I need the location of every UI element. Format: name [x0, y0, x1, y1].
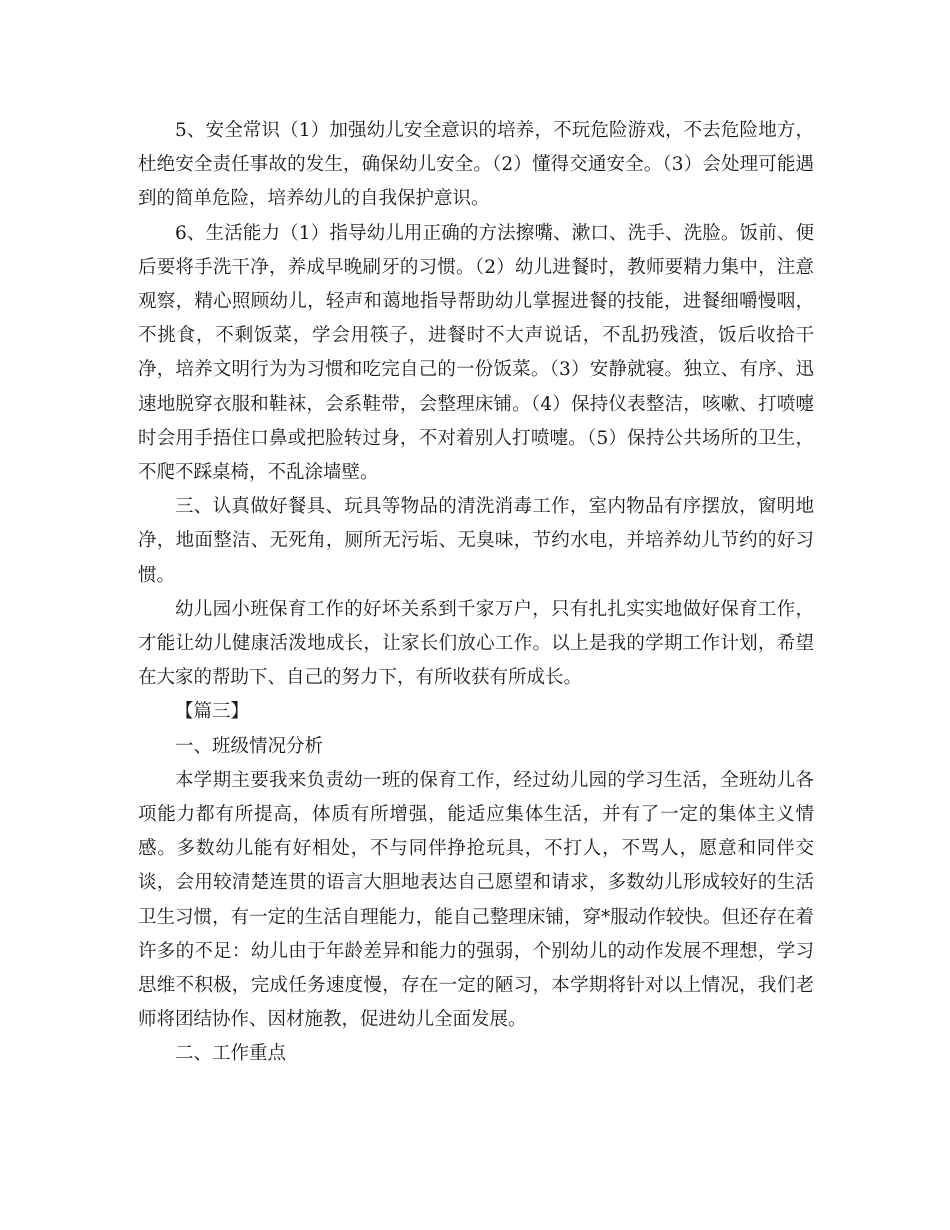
- section-heading-part-three: 【篇三】: [175, 701, 250, 723]
- paragraph-class-analysis: 本学期主要我来负责幼一班的保育工作，经过幼儿园的学习生活，全班幼儿各项能力都有所提高，体质有所增强，能适应集体生活，并有了一定的集体主义情感。多数幼儿能有好相处，不与同伴挣抢玩具，不打人，不骂人，愿意和同伴交谈，会用较清楚连贯的语言大胆地表达自己愿望和请求，多数幼儿形成较好的生活卫生习惯，有一定的生活自理能力，能自己整理床铺，穿*服动作较快。但还存在着许多的不足：幼儿由于年龄差异和能力的强弱，个别幼儿的动作发展不理想，学习思维不积极，完成任务速度慢，存在一定的陋习，本学期将针对以上情况，我们老师将团结协作、因材施教，促进幼儿全面发展。: [138, 769, 814, 1031]
- paragraph-disinfection: 三、认真做好餐具、玩具等物品的清洗消毒工作，室内物品有序摆放，窗明地净，地面整洁、无死角，厕所无污垢、无臭味，节约水电，并培养幼儿节约的好习惯。: [138, 496, 814, 586]
- document-body: [138, 114, 814, 1072]
- section-heading-work-focus: 二、工作重点: [175, 1043, 287, 1065]
- paragraph-safety: 5、安全常识（1）加强幼儿安全意识的培养，不玩危险游戏，不去危险地方，杜绝安全责任事故的发生，确保幼儿安全。（2）懂得交通安全。（3）会处理可能遇到的简单危险，培养幼儿的自我保护意识。: [138, 120, 814, 210]
- section-heading-class-analysis: 一、班级情况分析: [175, 735, 324, 757]
- paragraph-conclusion: 幼儿园小班保育工作的好坏关系到千家万户，只有扎扎实实地做好保育工作，才能让幼儿健康活泼地成长，让家长们放心工作。以上是我的学期工作计划，希望在大家的帮助下、自己的努力下，有所收获有所成长。: [138, 598, 814, 689]
- paragraph-life-skills: 6、生活能力（1）指导幼儿用正确的方法擦嘴、漱口、洗手、洗脸。饭前、便后要将手洗干净，养成早晚刷牙的习惯。（2）幼儿进餐时，教师要精力集中，注意观察，精心照顾幼儿，轻声和蔼地指导帮助幼儿掌握进餐的技能，进餐细嚼慢咽，不挑食，不剩饭菜，学会用筷子，进餐时不大声说话，不乱扔残渣，饭后收拾干净，培养文明行为为习惯和吃完自己的一份饭菜。（3）安静就寝。独立、有序、迅速地脱穿衣服和鞋袜，会系鞋带，会整理床铺。（4）保持仪表整洁，咳嗽、打喷嚏时会用手捂住口鼻或把脸转过身，不对着别人打喷嚏。（5）保持公共场所的卫生，不爬不踩桌椅，不乱涂墙壁。: [138, 222, 814, 484]
